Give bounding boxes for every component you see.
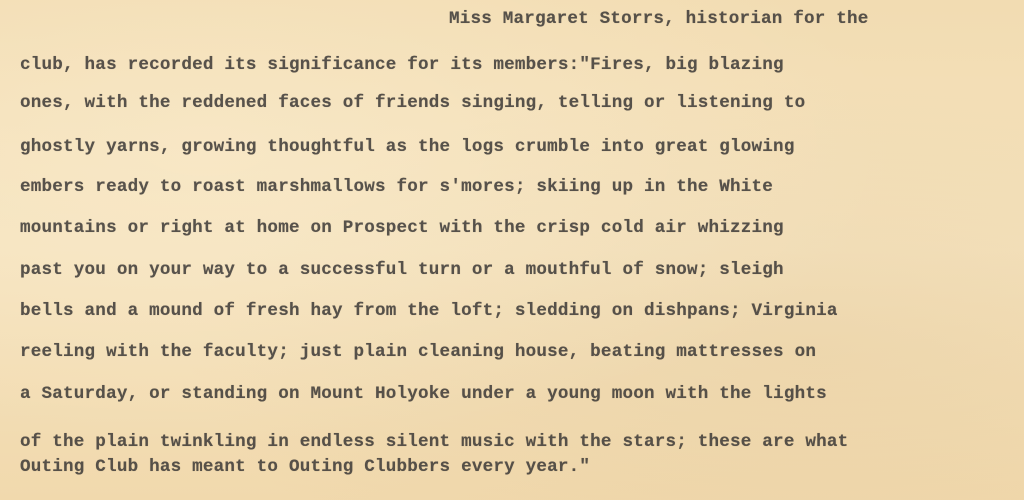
text-line: club, has recorded its significance for its members:"Fires, big blazing [20,55,784,75]
text-line: a Saturday, or standing on Mount Holyoke under a young moon with the lights [20,384,827,404]
text-line: mountains or right at home on Prospect with the crisp cold air whizzing [20,218,784,238]
text-line: Outing Club has meant to Outing Clubbers every year." [20,457,591,477]
text-line: embers ready to roast marshmallows for s'mores; skiing up in the White [20,177,774,197]
text-line: ghostly yarns, growing thoughtful as the logs crumble into great glowing [20,137,795,157]
text-line: of the plain twinkling in endless silent music with the stars; these are what [20,432,849,452]
text-line: bells and a mound of fresh hay from the loft; sledding on dishpans; Virginia [20,301,838,321]
text-line: reeling with the faculty; just plain cleaning house, beating mattresses on [20,342,817,362]
text-line: ones, with the reddened faces of friends singing, telling or listening to [20,93,806,113]
text-line: past you on your way to a successful turn or a mouthful of snow; sleigh [20,260,784,280]
text-line: Miss Margaret Storrs, historian for the [449,9,869,29]
